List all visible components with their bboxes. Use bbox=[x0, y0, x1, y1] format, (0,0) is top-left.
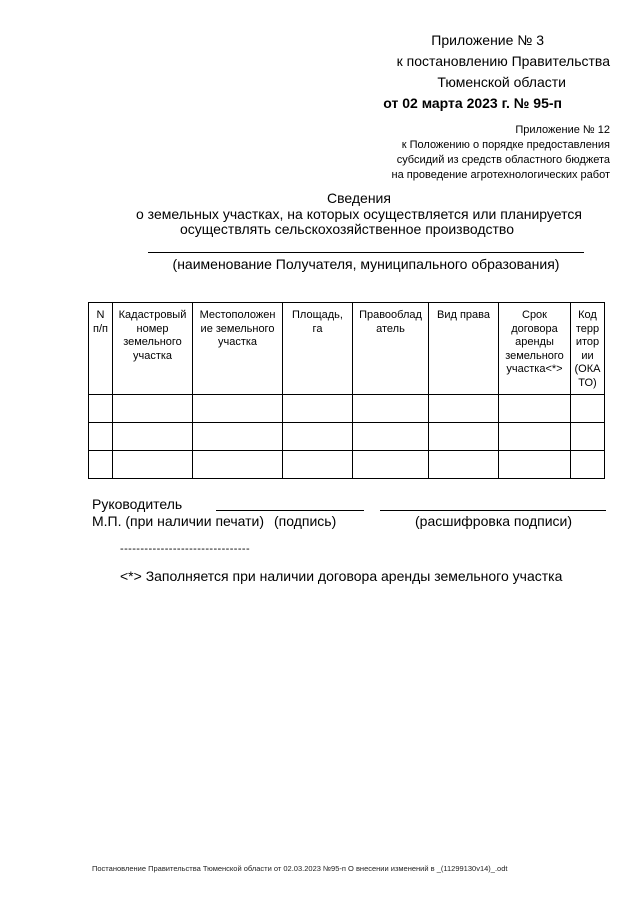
table-cell[interactable] bbox=[571, 451, 605, 479]
page-footer: Постановление Правительства Тюменской области от 02.03.2023 №95-п О внесении изменений в _(11299130v14)_.odt bbox=[92, 864, 508, 873]
table-cell[interactable] bbox=[283, 423, 353, 451]
appendix-main-block bbox=[360, 30, 610, 114]
col-header-lease-term: Срок договора аренды земельного участка<*> bbox=[499, 303, 571, 395]
table-cell[interactable] bbox=[571, 395, 605, 423]
footnote-text: <*> Заполняется при наличии договора аренды земельного участка bbox=[120, 568, 563, 584]
table-row bbox=[89, 451, 605, 479]
table-header-row bbox=[89, 303, 605, 395]
head-label: Руководитель bbox=[92, 496, 183, 512]
col-header-okato: Код терр итор ии (ОКА ТО) bbox=[571, 303, 605, 395]
table-cell[interactable] bbox=[353, 451, 429, 479]
table-cell[interactable] bbox=[193, 451, 283, 479]
signature-caption: (подпись) bbox=[274, 513, 337, 529]
table-cell[interactable] bbox=[113, 395, 193, 423]
table-cell[interactable] bbox=[193, 395, 283, 423]
appendix-sub-number: Приложение № 12 bbox=[515, 124, 610, 136]
appendix-main-region: Тюменской области bbox=[437, 74, 566, 90]
table-row bbox=[89, 395, 605, 423]
appendix-main-number: Приложение № 3 bbox=[431, 32, 544, 48]
table-row bbox=[89, 423, 605, 451]
table-cell[interactable] bbox=[283, 451, 353, 479]
document-title bbox=[80, 191, 640, 238]
table-cell[interactable] bbox=[193, 423, 283, 451]
appendix-main-resolution: к постановлению Правительства bbox=[396, 53, 610, 69]
table-cell[interactable] bbox=[89, 423, 113, 451]
table-cell[interactable] bbox=[89, 395, 113, 423]
table-cell[interactable] bbox=[113, 451, 193, 479]
appendix-main-date: от 02 марта 2023 г. № 95-п bbox=[383, 95, 562, 111]
col-header-owner: Правооблад атель bbox=[353, 303, 429, 395]
table-cell[interactable] bbox=[113, 423, 193, 451]
decoding-caption: (расшифровка подписи) bbox=[415, 513, 573, 529]
col-header-area: Площадь, га bbox=[283, 303, 353, 395]
table-cell[interactable] bbox=[429, 451, 499, 479]
appendix-sub-line3: субсидий из средств областного бюджета bbox=[396, 154, 610, 166]
table-cell[interactable] bbox=[429, 423, 499, 451]
table-cell[interactable] bbox=[283, 395, 353, 423]
appendix-sub-line2: к Положению о порядке предоставления bbox=[401, 139, 610, 151]
title-line2: о земельных участках, на которых осуществляется или планируется bbox=[136, 205, 582, 222]
signature-line[interactable] bbox=[216, 510, 364, 511]
table-cell[interactable] bbox=[429, 395, 499, 423]
table-cell[interactable] bbox=[571, 423, 605, 451]
col-header-number: N п/п bbox=[89, 303, 113, 395]
col-header-cadastral: Кадастровый номер земельного участка bbox=[113, 303, 193, 395]
appendix-sub-block bbox=[340, 123, 610, 183]
table-cell[interactable] bbox=[89, 451, 113, 479]
table-cell[interactable] bbox=[353, 395, 429, 423]
decoding-line[interactable] bbox=[380, 510, 606, 511]
table-cell[interactable] bbox=[499, 395, 571, 423]
title-heading: Сведения bbox=[327, 190, 391, 206]
col-header-right-type: Вид права bbox=[429, 303, 499, 395]
table-cell[interactable] bbox=[499, 451, 571, 479]
stamp-label: М.П. (при наличии печати) bbox=[92, 513, 265, 529]
footnote-separator: -------------------------------- bbox=[120, 543, 251, 555]
recipient-caption: (наименование Получателя, муниципального образования) bbox=[172, 256, 560, 272]
title-line3: осуществлять сельскохозяйственное производство bbox=[180, 221, 514, 237]
col-header-location: Местоположен ие земельного участка bbox=[193, 303, 283, 395]
table-cell[interactable] bbox=[499, 423, 571, 451]
appendix-sub-line4: на проведение агротехнологических работ bbox=[391, 169, 610, 181]
land-plots-table bbox=[88, 302, 605, 479]
recipient-name-line[interactable] bbox=[148, 252, 584, 253]
table-cell[interactable] bbox=[353, 423, 429, 451]
